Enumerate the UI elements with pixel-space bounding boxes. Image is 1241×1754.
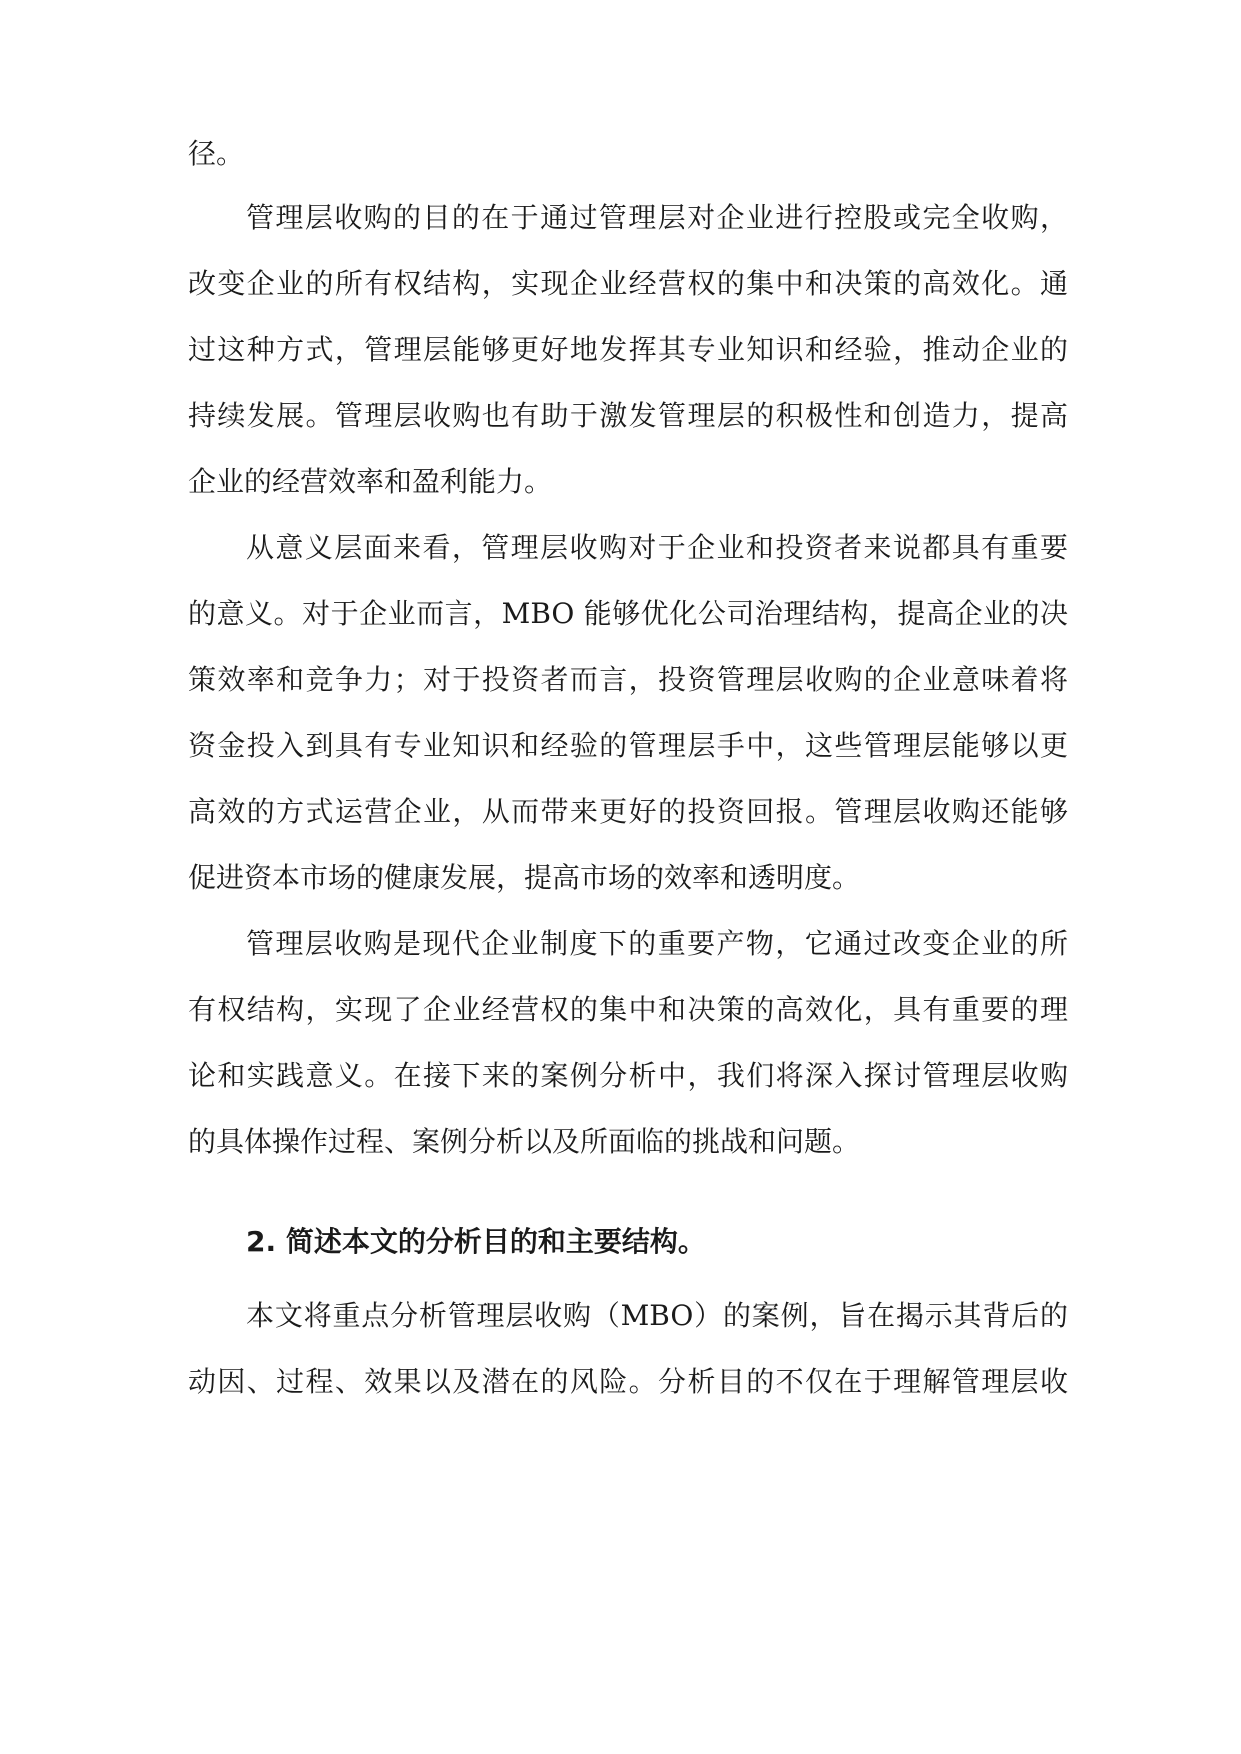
- text-line: 策效率和竞争力；对于投资者而言，投资管理层收购的企业意味着将: [188, 663, 1068, 696]
- text-line: 过这种方式，管理层能够更好地发挥其专业知识和经验，推动企业的: [188, 333, 1068, 366]
- paragraph-start-line: 管理层收购是现代企业制度下的重要产物，它通过改变企业的所: [246, 927, 1068, 960]
- text-line: 改变企业的所有权结构，实现企业经营权的集中和决策的高效化。通: [188, 267, 1068, 300]
- paragraph-start-line: 从意义层面来看，管理层收购对于企业和投资者来说都具有重要: [246, 531, 1068, 564]
- paragraph-start-line: 本文将重点分析管理层收购（MBO）的案例，旨在揭示其背后的: [246, 1299, 1068, 1332]
- text-line: 的意义。对于企业而言，MBO 能够优化公司治理结构，提高企业的决: [188, 597, 1068, 630]
- paragraph-start-line: 管理层收购的目的在于通过管理层对企业进行控股或完全收购，: [246, 201, 1068, 234]
- text-line: 的具体操作过程、案例分析以及所面临的挑战和问题。: [188, 1125, 861, 1158]
- text-line: 企业的经营效率和盈利能力。: [188, 465, 553, 498]
- text-line: 论和实践意义。在接下来的案例分析中，我们将深入探讨管理层收购: [188, 1059, 1068, 1092]
- text-line: 资金投入到具有专业知识和经验的管理层手中，这些管理层能够以更: [188, 729, 1068, 762]
- text-line: 高效的方式运营企业，从而带来更好的投资回报。管理层收购还能够: [188, 795, 1068, 828]
- section-heading: 2. 简述本文的分析目的和主要结构。: [246, 1225, 706, 1258]
- text-line: 促进资本市场的健康发展，提高市场的效率和透明度。: [188, 861, 861, 894]
- text-line: 有权结构，实现了企业经营权的集中和决策的高效化，具有重要的理: [188, 993, 1068, 1026]
- text-line: 径。: [188, 137, 245, 170]
- text-line: 动因、过程、效果以及潜在的风险。分析目的不仅在于理解管理层收: [188, 1365, 1068, 1398]
- text-line: 持续发展。管理层收购也有助于激发管理层的积极性和创造力，提高: [188, 399, 1068, 432]
